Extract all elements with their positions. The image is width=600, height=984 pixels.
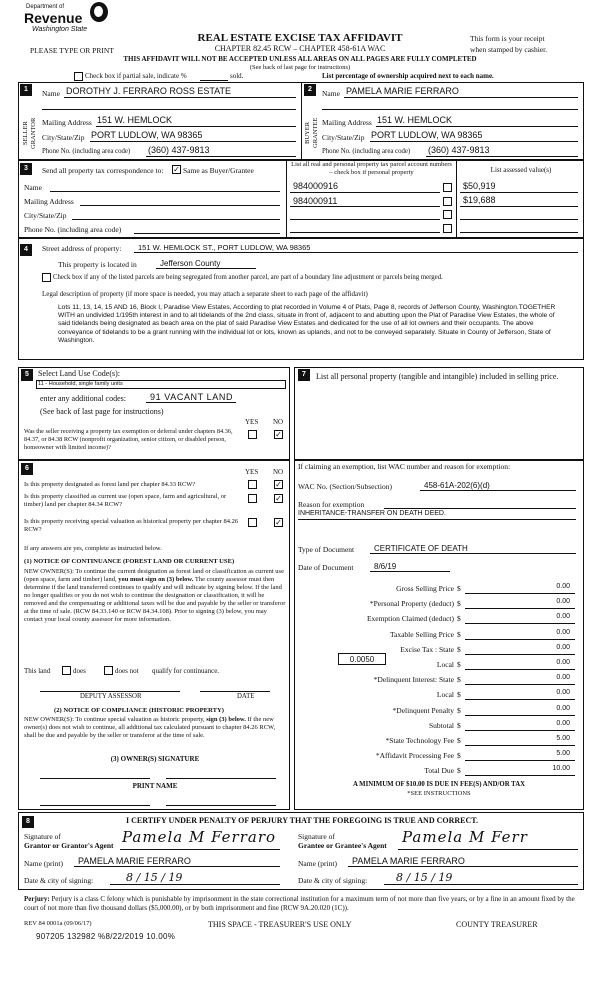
sec6-q1-no[interactable]: ✓ bbox=[275, 480, 282, 489]
continuance-text bbox=[24, 568, 286, 624]
grantor-date-label: Date & city of signing: bbox=[24, 876, 94, 885]
calc-currency: $ bbox=[457, 614, 461, 623]
historic-text-b: If the new owner(s) does not wish to continue, all additional tax calculated pursuant to chapter 84.26 RCW, shall be due and payable by the seller or transferor at the time of sale. bbox=[24, 716, 276, 739]
sec6-q3-no[interactable]: ✓ bbox=[275, 518, 282, 527]
calc-underline bbox=[465, 760, 575, 761]
continuance-title: (1) NOTICE OF CONTINUANCE (FOREST LAND OR CURRENT USE) bbox=[24, 558, 235, 565]
grantee-date[interactable]: 8 / 15 / 19 bbox=[396, 871, 453, 884]
sec6-q2-no[interactable]: ✓ bbox=[275, 494, 282, 503]
corr-name-label: Name bbox=[24, 183, 42, 192]
perjury-label: Perjury: bbox=[24, 895, 50, 903]
calc-value[interactable]: 0.00 bbox=[556, 644, 570, 651]
seller-name-label: Name bbox=[42, 89, 60, 98]
parcel-2-checkbox[interactable] bbox=[443, 197, 452, 206]
grantor-name-label: Name (print) bbox=[24, 859, 63, 868]
calc-underline bbox=[465, 775, 575, 776]
grantee-agent-label: Grantee or Grantee's Agent bbox=[298, 841, 387, 850]
form-chapter: CHAPTER 82.45 RCW – CHAPTER 458-61A WAC bbox=[214, 44, 386, 53]
seller-phone-label: Phone No. (including area code) bbox=[42, 148, 131, 155]
calc-label: *Personal Property (deduct) bbox=[369, 599, 454, 608]
qualify-label: qualify for continuance. bbox=[152, 667, 220, 675]
section-1-badge: 1 bbox=[20, 84, 32, 96]
grantor-signature[interactable]: Pamela M Ferraro bbox=[122, 828, 277, 846]
calc-currency: $ bbox=[457, 675, 461, 684]
calc-underline bbox=[465, 608, 575, 609]
calc-label: Local bbox=[436, 690, 454, 699]
sold-label: sold. bbox=[230, 72, 244, 80]
calc-currency: $ bbox=[457, 706, 461, 715]
dor-logo bbox=[18, 2, 138, 40]
cashier-stamp: 907205 132982 %8/22/2019 10.00% bbox=[36, 932, 176, 941]
land-does-label: does bbox=[73, 667, 86, 675]
grantor-date[interactable]: 8 / 15 / 19 bbox=[126, 871, 183, 884]
parcel-3-checkbox[interactable] bbox=[443, 210, 452, 219]
grantee-name[interactable]: PAMELA MARIE FERRARO bbox=[352, 856, 465, 866]
sec6-q3: Is this property receiving special valuation as historical property per chapter 84.26 RCW? bbox=[24, 518, 239, 533]
calc-currency: $ bbox=[457, 690, 461, 699]
owner-signature-label: (3) OWNER(S) SIGNATURE bbox=[110, 755, 200, 763]
form-title: REAL ESTATE EXCISE TAX AFFIDAVIT bbox=[197, 32, 403, 44]
calc-currency: $ bbox=[457, 751, 461, 760]
this-land-label: This land bbox=[24, 667, 51, 675]
calc-currency: $ bbox=[457, 630, 461, 639]
buyer-city[interactable]: PORT LUDLOW, WA 98365 bbox=[371, 130, 483, 140]
deputy-assessor-label: DEPUTY ASSESSOR bbox=[80, 693, 142, 700]
doc-type-label: Type of Document bbox=[298, 545, 355, 554]
sec5-q1-no[interactable]: ✓ bbox=[275, 430, 282, 439]
minimum-note: A MINIMUM OF $10.00 IS DUE IN FEE(S) AND/OR TAX bbox=[352, 781, 526, 788]
parcel-1[interactable]: 984000916 bbox=[293, 181, 339, 191]
seller-mail[interactable]: 151 W. HEMLOCK bbox=[97, 115, 173, 125]
see-back-top: (See back of last page for instructions) bbox=[249, 64, 351, 71]
same-as-buyer-checkbox[interactable]: ✓ bbox=[173, 165, 180, 174]
buyer-name-label: Name bbox=[322, 89, 340, 98]
print-name-label: PRINT NAME bbox=[132, 782, 178, 790]
sec6-no-header: NO bbox=[273, 468, 284, 476]
section-8-badge: 8 bbox=[22, 816, 34, 828]
sec5-see-back: (See back of last page for instructions) bbox=[40, 407, 164, 416]
certify-statement: I CERTIFY UNDER PENALTY OF PERJURY THAT THE FOREGOING IS TRUE AND CORRECT. bbox=[126, 816, 479, 825]
calc-label: *Delinquent Penalty bbox=[392, 706, 454, 715]
land-does-not-checkbox[interactable] bbox=[104, 666, 113, 675]
sec6-q1: Is this property designated as forest land per chapter 84.33 RCW? bbox=[24, 481, 196, 488]
exemption-reason[interactable]: INHERITANCE-TRANSFER ON DEATH DEED. bbox=[298, 510, 446, 517]
seller-side-label: SELLER GRANTOR bbox=[22, 117, 37, 149]
calc-underline bbox=[465, 654, 575, 655]
grantee-date-label: Date & city of signing: bbox=[298, 876, 368, 885]
receipt-note-1: This form is your receipt bbox=[470, 34, 545, 43]
calc-label: Excise Tax : State bbox=[400, 645, 454, 654]
seller-city[interactable]: PORT LUDLOW, WA 98365 bbox=[91, 130, 203, 140]
section-6-badge: 6 bbox=[21, 463, 33, 475]
value-1[interactable]: $50,919 bbox=[463, 181, 496, 191]
calc-underline bbox=[465, 715, 575, 716]
partial-sale-label: Check box if partial sale, indicate % bbox=[85, 72, 187, 80]
calc-underline bbox=[465, 730, 575, 731]
calc-underline bbox=[465, 684, 575, 685]
personal-property-label: List all personal property (tangible and intangible) included in selling price. bbox=[316, 372, 559, 381]
perjury-notice bbox=[24, 895, 580, 913]
located-label: This property is located in bbox=[58, 260, 137, 269]
corr-phone-label: Phone No. (including area code) bbox=[24, 225, 122, 234]
logo-state: Washington State bbox=[32, 26, 88, 33]
grantee-signature[interactable]: Pamela M Ferr bbox=[402, 828, 528, 846]
calc-value[interactable]: 5.00 bbox=[556, 750, 570, 757]
calc-currency: $ bbox=[457, 599, 461, 608]
calc-underline bbox=[465, 745, 575, 746]
sec6-if-yes: If any answers are yes, complete as instructed below. bbox=[24, 545, 162, 552]
continuance-text-a: NEW OWNER(S): To continue the current designation as forest land or classification as current use (open space, farm and timber) land, bbox=[24, 568, 284, 583]
street-address[interactable]: 151 W. HEMLOCK ST., PORT LUDLOW, WA 98365 bbox=[138, 243, 311, 252]
street-label: Street address of property: bbox=[42, 244, 122, 253]
sec6-q2-yes[interactable] bbox=[248, 494, 257, 503]
legal-label: Legal description of property (if more space is needed, you may attach a separate sheet to each page of the affidavit) bbox=[42, 290, 368, 298]
legal-description[interactable]: Lots 11, 13, 14, 15 AND 16, Block I, Paradise View Estates, According to plat recorded in Volume 4 of Plats, Page 8, records of Jefferson County, Washington.TOGETHER WITH an undivided 1/195th interest in and to all tidelands of the 2nd class, situate in front of, adjacent to and abutting upon the Plat of Paradise View Estates, the whole of said tidelands being designated as beach area on the plat of said Paradise View Estates and dedicated for the use of all lot owners and their occupants. The above conveyance of tidelands to be a grant running with the individual lot or lots, known as uplands, and not to be conveyed separately. Situate in County of Jefferson, State of Washington. bbox=[58, 304, 556, 344]
parcel-1-checkbox[interactable] bbox=[443, 183, 452, 192]
reason-label: Reason for exemption bbox=[298, 500, 365, 509]
doc-date[interactable]: 8/6/19 bbox=[374, 562, 397, 571]
continuance-text-bold: you must sign on (3) below. bbox=[118, 576, 194, 583]
calc-currency: $ bbox=[457, 736, 461, 745]
see-instructions: *SEE INSTRUCTIONS bbox=[407, 790, 471, 797]
calc-label: Exemption Claimed (deduct) bbox=[366, 614, 454, 623]
buyer-mail-label: Mailing Address bbox=[322, 118, 372, 127]
sec6-q2: Is this property classified as current use (open space, farm and agricultural, or timber) land per chapter 84.34 RCW? bbox=[24, 493, 227, 508]
additional-codes-label: enter any additional codes: bbox=[40, 394, 126, 403]
calc-underline bbox=[465, 699, 575, 700]
seller-phone[interactable]: (360) 437-9813 bbox=[148, 145, 210, 155]
send-correspondence-label: Send all property tax correspondence to: bbox=[42, 166, 164, 175]
form-number: REV 84 0001a (09/06/17) bbox=[24, 920, 92, 927]
calc-value[interactable]: 10.00 bbox=[552, 765, 570, 772]
additional-codes[interactable]: 91 VACANT LAND bbox=[150, 392, 234, 402]
sec5-yes-header: YES bbox=[245, 418, 259, 426]
section-3-badge: 3 bbox=[20, 163, 32, 175]
parcels-header: List all real and personal property tax parcel account numbers – check box if personal property bbox=[291, 161, 452, 176]
calc-underline bbox=[465, 593, 575, 594]
doc-type[interactable]: CERTIFICATE OF DEATH bbox=[374, 544, 468, 553]
calc-value[interactable]: 5.00 bbox=[556, 735, 570, 742]
logo-dept: Revenue bbox=[24, 10, 83, 26]
calc-value[interactable]: 0.00 bbox=[556, 583, 570, 590]
historic-text bbox=[24, 716, 286, 740]
doc-date-label: Date of Document bbox=[298, 563, 354, 572]
seller-name[interactable]: DOROTHY J. FERRARO ROSS ESTATE bbox=[66, 86, 232, 96]
logo-dept-top: Department of bbox=[26, 4, 65, 10]
section-7-badge: 7 bbox=[298, 369, 310, 381]
continuance-text-b: The county assessor must then determine if the land transferred continues to qualify and will indicate by signing below. If the land no longer qualifies or you do not wish to continue the designation or classification, it will be removed and the compensating or additional taxes will be due and payable by the seller or transferor at the time of sale. (RCW 84.33.140 or RCW 84.34.108). Prior to signing (3) below, you may contact your local county assessor for more information. bbox=[24, 576, 286, 623]
calc-currency: $ bbox=[457, 584, 461, 593]
grantor-sig-label: Signature of bbox=[24, 832, 61, 841]
calc-underline bbox=[465, 639, 575, 640]
buyer-city-label: City/State/Zip bbox=[322, 133, 365, 142]
calc-label: Subtotal bbox=[428, 721, 454, 730]
land-does-checkbox[interactable] bbox=[62, 666, 71, 675]
list-pct-label: List percentage of ownership acquired next to each name. bbox=[322, 72, 494, 80]
assessed-header: List assessed value(s) bbox=[490, 166, 552, 174]
sec6-q3-yes[interactable] bbox=[248, 518, 257, 527]
treasurer-space: THIS SPACE - TREASURER'S USE ONLY bbox=[208, 920, 352, 929]
calc-currency: $ bbox=[457, 645, 461, 654]
buyer-name[interactable]: PAMELA MARIE FERRARO bbox=[346, 86, 459, 96]
receipt-note-2: when stamped by cashier. bbox=[470, 45, 548, 54]
sec5-q1-yes[interactable] bbox=[248, 430, 257, 439]
county-treasurer: COUNTY TREASURER bbox=[456, 920, 538, 929]
calc-value[interactable]: 0.00 bbox=[556, 629, 570, 636]
calc-currency: $ bbox=[457, 766, 461, 775]
seller-mail-label: Mailing Address bbox=[42, 118, 92, 127]
calc-label: *Delinquent Interest: State bbox=[373, 675, 454, 684]
sec5-q1: Was the seller receiving a property tax exemption or deferral under chapters 84.36, 84.37, or 84.38 RCW (nonprofit organization, senior citizen, or disabled person, homeowner with limited income)? bbox=[24, 428, 233, 451]
calc-value[interactable]: 0.00 bbox=[556, 598, 570, 605]
buyer-mail[interactable]: 151 W. HEMLOCK bbox=[377, 115, 453, 125]
calc-value[interactable]: 0.00 bbox=[556, 659, 570, 666]
buyer-side-label: BUYER GRANTEE bbox=[304, 117, 319, 149]
calc-label: Local bbox=[436, 660, 454, 669]
perjury-text: Perjury is a class C felony which is punishable by imprisonment in the state correctional institution for a maximum term of not more than five years, or by a fine in an amount fixed by the court of not more than five thousand dollars ($5,000.00), or by both imprisonment and fine (RCW 9A.20.020 (1C)). bbox=[24, 895, 575, 912]
buyer-phone[interactable]: (360) 437-9813 bbox=[428, 145, 490, 155]
calc-currency: $ bbox=[457, 721, 461, 730]
section-4-badge: 4 bbox=[20, 244, 32, 256]
warning: THIS AFFIDAVIT WILL NOT BE ACCEPTED UNLESS ALL AREAS ON ALL PAGES ARE FULLY COMPLETED bbox=[123, 55, 477, 63]
value-2[interactable]: $19,688 bbox=[463, 195, 496, 205]
calc-label: Taxable Selling Price bbox=[389, 630, 454, 639]
deputy-date-label: DATE bbox=[237, 693, 255, 700]
sec6-q1-yes[interactable] bbox=[248, 480, 257, 489]
buyer-phone-label: Phone No. (including area code) bbox=[322, 148, 411, 155]
calc-value[interactable]: 0.00 bbox=[556, 613, 570, 620]
calc-value[interactable]: 0.00 bbox=[556, 720, 570, 727]
historic-text-a: NEW OWNER(S): To continue special valuation as historic property, bbox=[24, 716, 205, 723]
calc-label: *State Technology Fee bbox=[385, 736, 454, 745]
parcel-2[interactable]: 984000911 bbox=[293, 196, 338, 206]
calc-underline bbox=[465, 623, 575, 624]
county[interactable]: Jefferson County bbox=[160, 259, 221, 268]
sec5-no-header: NO bbox=[273, 418, 284, 426]
parcel-4-checkbox[interactable] bbox=[443, 224, 452, 233]
section-2-badge: 2 bbox=[304, 84, 316, 96]
wac-number[interactable]: 458-61A-202(6)(d) bbox=[424, 481, 490, 490]
historic-text-bold: sign (3) below. bbox=[206, 716, 246, 723]
corr-mail-label: Mailing Address bbox=[24, 197, 74, 206]
sec6-yes-header: YES bbox=[245, 468, 259, 476]
local-rate: 0.0050 bbox=[349, 655, 375, 664]
calc-value[interactable]: 0.00 bbox=[556, 689, 570, 696]
section-5-badge: 5 bbox=[21, 369, 33, 381]
land-does-not-label: does not bbox=[115, 667, 139, 675]
grantor-name[interactable]: PAMELA MARIE FERRARO bbox=[78, 856, 191, 866]
type-or-print: PLEASE TYPE OR PRINT bbox=[30, 46, 114, 55]
calc-label: Total Due bbox=[424, 766, 454, 775]
exemption-claim-label: If claiming an exemption, list WAC number and reason for exemption: bbox=[298, 462, 511, 471]
calc-label: Gross Selling Price bbox=[396, 584, 454, 593]
seller-city-label: City/State/Zip bbox=[42, 133, 85, 142]
calc-underline bbox=[465, 669, 575, 670]
wac-label: WAC No. (Section/Subsection) bbox=[298, 482, 392, 491]
grantee-name-label: Name (print) bbox=[298, 859, 337, 868]
partial-sale-checkbox[interactable] bbox=[74, 72, 83, 81]
land-use-label: Select Land Use Code(s): bbox=[38, 369, 120, 378]
calc-currency: $ bbox=[457, 660, 461, 669]
same-as-buyer-label: Same as Buyer/Grantee bbox=[183, 166, 254, 175]
calc-value[interactable]: 0.00 bbox=[556, 705, 570, 712]
grantor-agent-label: Grantor or Grantor's Agent bbox=[24, 841, 114, 850]
historic-title: (2) NOTICE OF COMPLIANCE (HISTORIC PROPERTY) bbox=[54, 707, 224, 714]
segregated-checkbox[interactable] bbox=[42, 273, 51, 282]
segregated-label: Check box if any of the listed parcels are being segregated from another parcel, are part of a boundary line adjustment or parcels being merged. bbox=[53, 274, 443, 281]
grantee-sig-label: Signature of bbox=[298, 832, 335, 841]
calc-label: *Affidavit Processing Fee bbox=[375, 751, 454, 760]
land-use-code: 11 - Household, single family units bbox=[38, 381, 123, 387]
corr-city-label: City/State/Zip bbox=[24, 211, 67, 220]
calc-value[interactable]: 0.00 bbox=[556, 674, 570, 681]
